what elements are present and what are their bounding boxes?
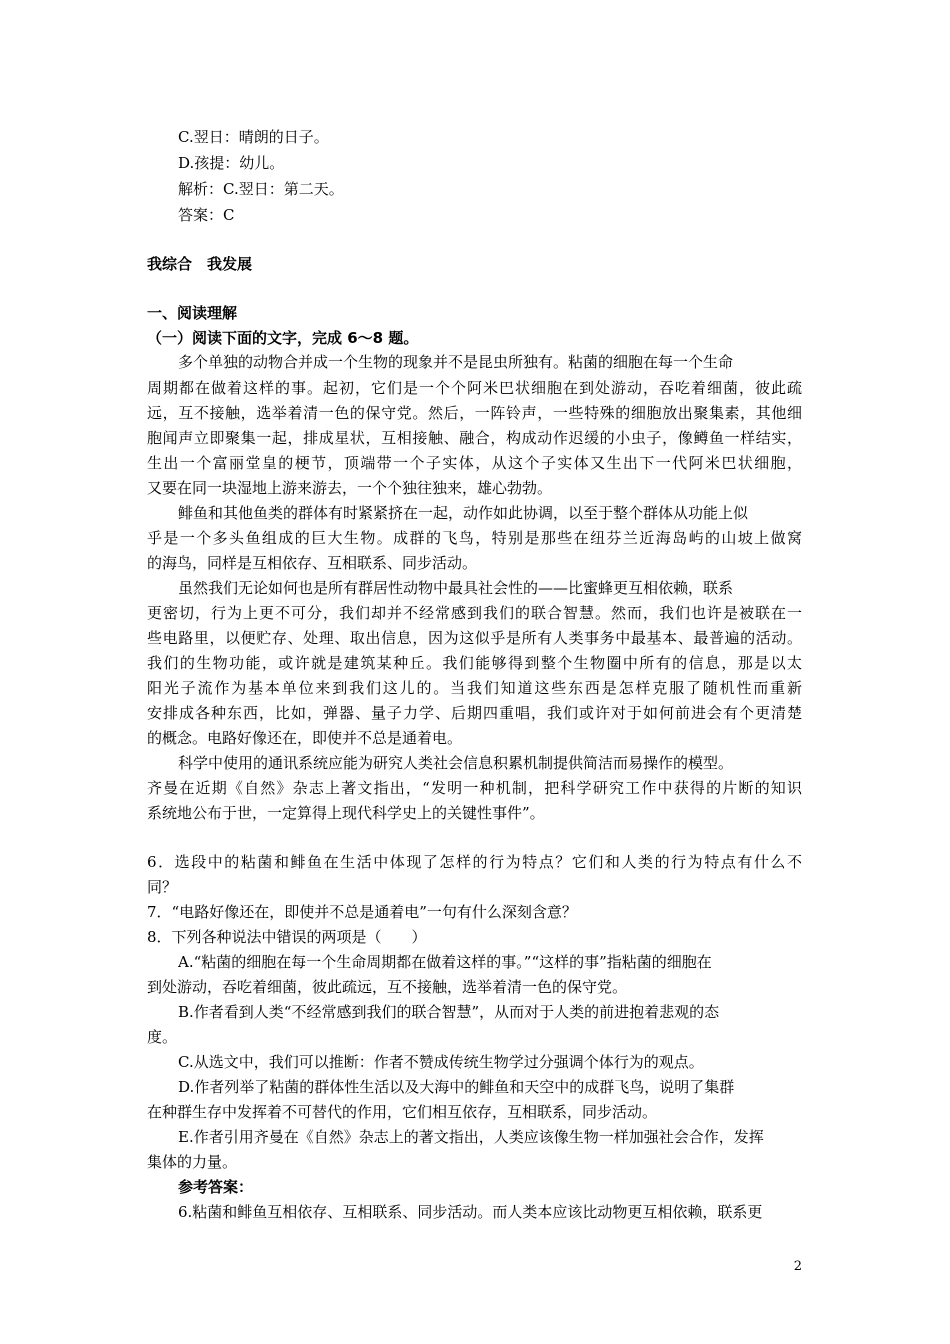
analysis-line: 解析：C.翌日：第二天。 bbox=[178, 180, 344, 198]
paragraph-line: 鲱鱼和其他鱼类的群体有时紧紧挤在一起，动作如此协调，以至于整个群体从功能上似 bbox=[178, 504, 749, 522]
paragraph-line: 阳光子流作为基本单位来到我们这儿的。当我们知道这些东西是怎样克服了随机性而重新 bbox=[147, 679, 802, 697]
paragraph-line: 虽然我们无论如何也是所有群居性动物中最具社会性的——比蜜蜂更互相依赖，联系 bbox=[178, 579, 734, 597]
option-e-cont: 集体的力量。 bbox=[147, 1153, 238, 1171]
option-e: E.作者引用齐曼在《自然》杂志上的著文指出，人类应该像生物一样加强社会合作，发挥 bbox=[178, 1128, 764, 1146]
option-line-c: C.翌日：晴朗的日子。 bbox=[178, 128, 329, 146]
answer-text: 6.粘菌和鲱鱼互相依存、互相联系、同步活动。而人类本应该比动物更互相依赖，联系更 bbox=[178, 1203, 763, 1221]
paragraph-line: 又要在同一块湿地上游来游去，一个个独往独来，雄心勃勃。 bbox=[147, 479, 553, 497]
answer-line: 答案：C bbox=[178, 206, 235, 224]
answer-label: 参考答案： bbox=[178, 1178, 254, 1196]
part-title: 一、阅读理解 bbox=[147, 304, 238, 322]
option-b-cont: 度。 bbox=[147, 1028, 178, 1046]
section-title: 我综合 我发展 bbox=[147, 255, 253, 273]
page-number: 2 bbox=[793, 1259, 802, 1274]
option-d: D.作者列举了粘菌的群体性生活以及大海中的鲱鱼和天空中的成群飞鸟，说明了集群 bbox=[178, 1078, 735, 1096]
paragraph-line: 我们的生物功能，或许就是建筑某种丘。我们能够得到整个生物圈中所有的信息，那是以太 bbox=[147, 654, 802, 672]
option-line-d: D.孩提：幼儿。 bbox=[178, 154, 285, 172]
paragraph-line: 系统地公布于世，一定算得上现代科学史上的关键性事件”。 bbox=[147, 804, 545, 822]
paragraph-line: 的海鸟，同样是互相依存、互相联系、同步活动。 bbox=[147, 554, 478, 572]
paragraph-line: 生出一个富丽堂皇的梗节，顶端带一个子实体，从这个子实体又生出下一代阿米巴状细胞， bbox=[147, 454, 802, 472]
question-6: 6．选段中的粘菌和鲱鱼在生活中体现了怎样的行为特点？它们和人类的行为特点有什么不 bbox=[147, 853, 802, 871]
paragraph-line: 胞闻声立即聚集一起，排成星状，互相接触、融合，构成动作迟缓的小虫子，像鳟鱼一样结实， bbox=[147, 429, 802, 447]
paragraph-line: 安排成各种东西，比如，弹器、量子力学、后期四重唱，我们或许对于如何前进会有个更清楚 bbox=[147, 704, 802, 722]
option-a: A.“粘菌的细胞在每一个生命周期都在做着这样的事。”“这样的事”指粘菌的细胞在 bbox=[178, 953, 712, 971]
question-6-cont: 同？ bbox=[147, 878, 178, 896]
option-a-cont: 到处游动，吞吃着细菌，彼此疏远，互不接触，选举着清一色的保守党。 bbox=[147, 978, 628, 996]
paragraph-line: 远，互不接触，选举着清一色的保守党。然后，一阵铃声，一些特殊的细胞放出聚集素，其他细 bbox=[147, 404, 802, 422]
paragraph-line: 科学中使用的通讯系统应能为研究人类社会信息积累机制提供简洁而易操作的模型。 bbox=[178, 754, 734, 772]
paragraph-line: 多个单独的动物合并成一个生物的现象并不是昆虫所独有。粘菌的细胞在每一个生命 bbox=[178, 353, 734, 371]
option-c: C.从选文中，我们可以推断：作者不赞成传统生物学过分强调个体行为的观点。 bbox=[178, 1053, 704, 1071]
paragraph-line: 齐曼在近期《自然》杂志上著文指出，“发明一种机制，把科学研究工作中获得的片断的知识 bbox=[147, 779, 802, 797]
question-7: 7．“电路好像还在，即使并不总是通着电”一句有什么深刻含意？ bbox=[147, 903, 577, 921]
option-b: B.作者看到人类“不经常感到我们的联合智慧”，从而对于人类的前进抱着悲观的态 bbox=[178, 1003, 720, 1021]
paragraph-line: 周期都在做着这样的事。起初，它们是一个个阿米巴状细胞在到处游动，吞吃着细菌，彼此疏 bbox=[147, 379, 802, 397]
option-d-cont: 在种群生存中发挥着不可替代的作用，它们相互依存，互相联系，同步活动。 bbox=[147, 1103, 658, 1121]
paragraph-line: 的概念。电路好像还在，即使并不总是通着电。 bbox=[147, 729, 463, 747]
paragraph-line: 乎是一个多头鱼组成的巨大生物。成群的飞鸟，特别是那些在纽芬兰近海岛屿的山坡上做窝 bbox=[147, 529, 802, 547]
paragraph-line: 些电路里，以便贮存、处理、取出信息，因为这似乎是所有人类事务中最基本、最普遍的活动。 bbox=[147, 629, 802, 647]
paragraph-line: 更密切，行为上更不可分，我们却并不经常感到我们的联合智慧。然而，我们也许是被联在一 bbox=[147, 604, 802, 622]
question-8: 8．下列各种说法中错误的两项是（ ） bbox=[147, 928, 427, 946]
sub-title: （一）阅读下面的文字，完成 6～8 题。 bbox=[147, 329, 419, 347]
